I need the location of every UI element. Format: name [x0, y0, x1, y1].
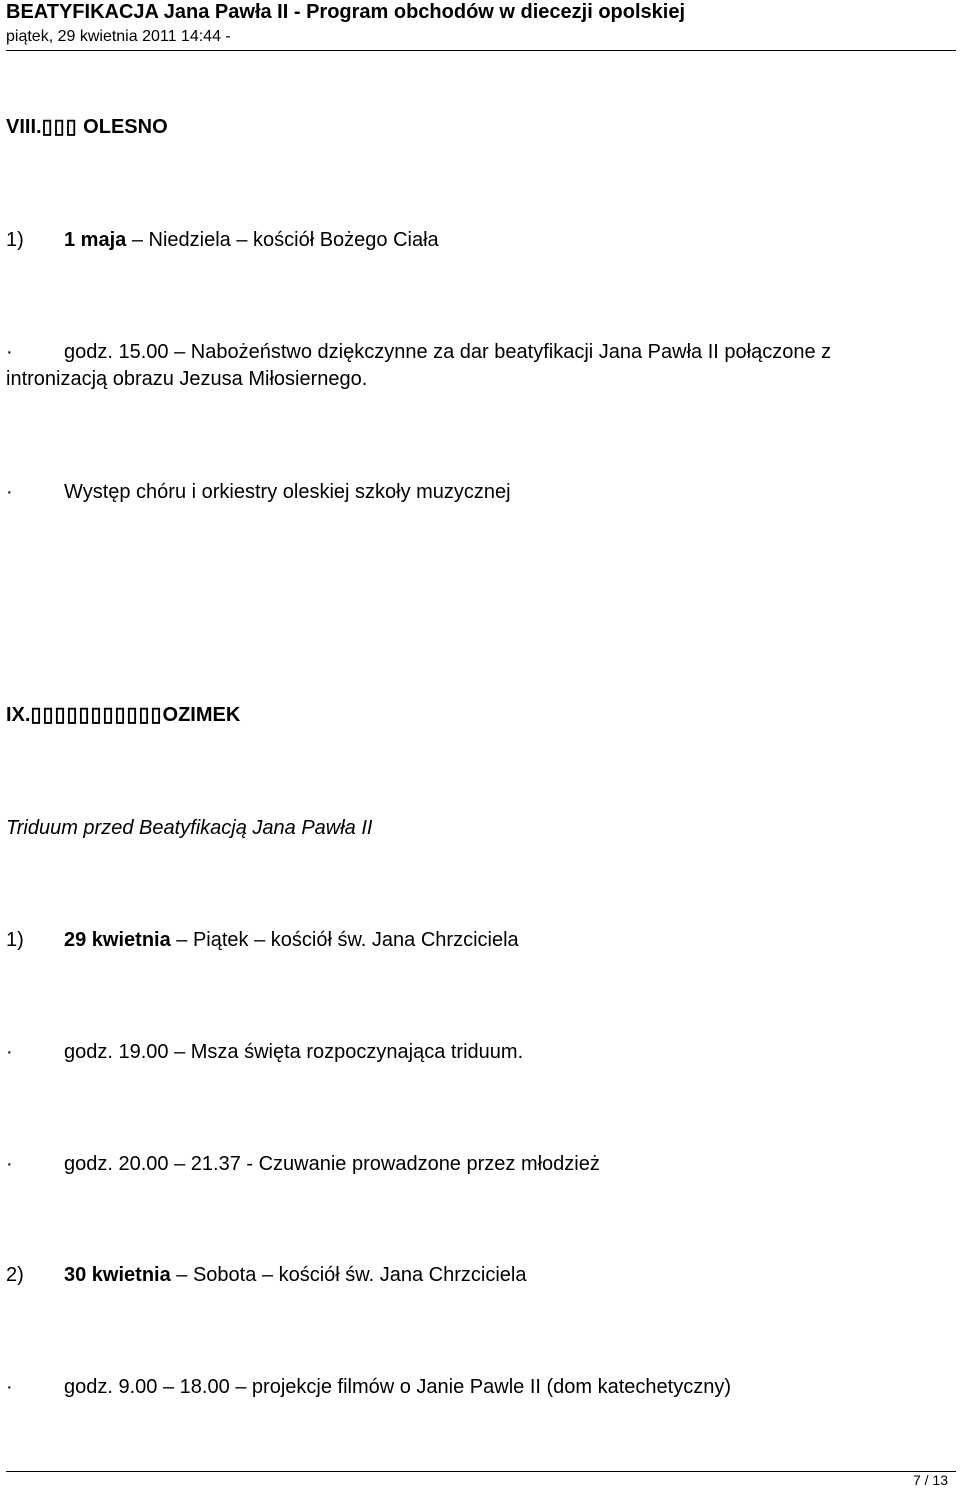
list-item-text: – Niedziela – kościół Bożego Ciała — [126, 229, 439, 251]
list-number: 1) — [6, 229, 24, 251]
page-number: 7 / 13 — [912, 1472, 948, 1488]
bullet-text: Występ chóru i orkiestry oleskiej szkoły muzycznej — [64, 481, 511, 503]
list-number: 1) — [6, 929, 24, 951]
bullet-marker: · — [6, 1041, 13, 1063]
bullet-item-ozimek-1 — [6, 1039, 523, 1065]
missing-glyph-boxes: ▯▯▯ — [41, 116, 78, 138]
bullet-item-olesno-2 — [6, 479, 511, 505]
bullet-text: godz. 19.00 – Msza święta rozpoczynająca triduum. — [64, 1041, 524, 1063]
list-item-olesno-1 — [6, 227, 439, 253]
bullet-item-olesno-1-continued — [6, 366, 367, 392]
bullet-marker: · — [6, 1153, 13, 1175]
section-heading-olesno — [6, 114, 168, 140]
bullet-item-olesno-1 — [6, 339, 831, 365]
header-divider — [6, 50, 956, 51]
section-heading-name: OLESNO — [83, 116, 168, 138]
section-heading-prefix: VIII. — [6, 116, 42, 138]
list-item-date: 30 kwietnia — [64, 1264, 171, 1286]
list-item-ozimek-1 — [6, 927, 519, 953]
page-header — [6, 0, 956, 47]
bullet-marker: · — [6, 341, 13, 363]
section-heading-name: OZIMEK — [162, 704, 241, 726]
bullet-text: godz. 9.00 – 18.00 – projekcje filmów o Janie Pawle II (dom katechetyczny) — [64, 1376, 732, 1398]
bullet-marker: · — [6, 1376, 13, 1398]
footer-divider — [6, 1471, 956, 1472]
bullet-item-ozimek-2 — [6, 1151, 600, 1177]
section-subtitle: Triduum przed Beatyfikacją Jana Pawła II — [6, 817, 373, 839]
bullet-text: godz. 20.00 – 21.37 - Czuwanie prowadzone przez młodzież — [64, 1153, 600, 1175]
list-item-text: – Sobota – kościół św. Jana Chrzciciela — [170, 1264, 527, 1286]
bullet-text: godz. 15.00 – Nabożeństwo dziękczynne za dar beatyfikacji Jana Pawła II połączone z — [64, 341, 832, 363]
list-item-date: 1 maja — [64, 229, 127, 251]
list-item-text: – Piątek – kościół św. Jana Chrzciciela — [170, 929, 519, 951]
section-heading-prefix: IX. — [6, 704, 31, 726]
bullet-text-continued: intronizacją obrazu Jezusa Miłosiernego. — [6, 368, 368, 390]
document-title: BEATYFIKACJA Jana Pawła II - Program obchodów w diecezji opolskiej — [6, 1, 686, 23]
missing-glyph-boxes: ▯▯▯▯▯▯▯▯▯▯▯ — [30, 704, 163, 726]
document-date: piątek, 29 kwietnia 2011 14:44 - — [6, 28, 231, 45]
bullet-item-ozimek-3 — [6, 1374, 731, 1400]
section-heading-ozimek — [6, 702, 240, 728]
list-item-date: 29 kwietnia — [64, 929, 171, 951]
list-item-ozimek-2 — [6, 1262, 526, 1288]
list-number: 2) — [6, 1264, 24, 1286]
bullet-marker: · — [6, 481, 13, 503]
